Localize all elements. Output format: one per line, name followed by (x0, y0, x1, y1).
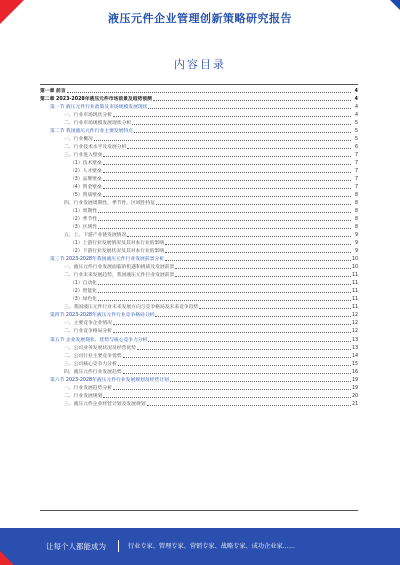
toc-entry-page: 19 (352, 377, 359, 383)
toc-leader-dots (165, 260, 351, 261)
toc-entry-label: 一、行业市场现状分析 (64, 113, 112, 119)
toc-top-rule (40, 84, 358, 85)
toc-entry-page: 9 (354, 241, 358, 247)
toc-entry-page: 7 (354, 161, 358, 167)
toc-leader-dots (148, 108, 351, 109)
toc-entry[interactable] (40, 103, 358, 111)
toc-entry[interactable] (40, 151, 358, 159)
toc-entry[interactable] (40, 207, 358, 215)
toc-leader-dots (103, 156, 351, 157)
toc-entry-label: （2）人才壁垒 (70, 169, 102, 175)
toc-entry-label: 第四节 2023-2028年液压元件行业竞争格局分析 (50, 313, 155, 319)
toc-entry[interactable] (40, 239, 358, 247)
blue-corner-decoration (390, 0, 400, 10)
toc-entry-page: 15 (352, 361, 359, 367)
toc-entry[interactable] (40, 223, 358, 231)
toc-entry-page: 12 (352, 313, 359, 319)
toc-leader-dots (98, 284, 351, 285)
toc-leader-dots (147, 405, 351, 406)
toc-leader-dots (103, 172, 351, 173)
toc-entry[interactable] (40, 247, 358, 255)
toc-entry-label: （2）下游行业发展状况及其对本行业的影响 (70, 249, 165, 255)
toc-entry[interactable] (40, 311, 358, 319)
toc-entry-page: 10 (352, 265, 359, 271)
toc-entry-label: 三、我国液压元件行业未来发展方向与竞争格局及未来竞争趋势 (64, 305, 199, 311)
toc-entry-page: 13 (352, 337, 359, 343)
toc-entry-page: 5 (354, 121, 358, 127)
toc-entry-page: 11 (352, 273, 359, 279)
toc-leader-dots (127, 148, 351, 149)
toc-leader-dots (132, 124, 351, 125)
toc-entry[interactable] (40, 119, 358, 127)
toc-entry[interactable] (40, 167, 358, 175)
toc-leader-dots (103, 188, 351, 189)
toc-entry-label: 第三节 2023-2028年我国液压元件行业发展前景分析 (50, 257, 165, 263)
toc-entry-label: 二、行业竞争格局分析 (64, 329, 112, 335)
toc-entry-page: 9 (354, 249, 358, 255)
toc-entry[interactable] (40, 295, 358, 303)
toc-entry-label: 第一节 液压元件行业政策及市场规模发展现状 (50, 105, 148, 111)
toc-entry-page: 7 (354, 153, 358, 159)
toc-entry-label: 第一章 前言 (40, 89, 66, 95)
toc-entry-label: （4）资金壁垒 (70, 185, 102, 191)
toc-leader-dots (127, 236, 351, 237)
toc-entry-label: 第六节 2023-2028年液压元件行业发展规划及经营计划 (50, 377, 169, 383)
toc-entry-label: （2）智能化 (70, 289, 98, 295)
table-of-contents (40, 87, 358, 408)
toc-entry-label: 二、公司行业主要竞争优势 (64, 353, 122, 359)
red-corner-decoration (0, 551, 14, 565)
toc-leader-dots (94, 140, 351, 141)
toc-entry-page: 8 (354, 193, 358, 199)
toc-entry-label: （1）上游行业发展情况及其对本行业的影响 (70, 241, 165, 247)
toc-leader-dots (155, 316, 351, 317)
toc-entry[interactable] (40, 303, 358, 311)
toc-entry-page: 10 (352, 257, 359, 263)
toc-entry[interactable] (40, 319, 358, 327)
toc-leader-dots (148, 341, 351, 342)
toc-entry-page: 7 (354, 177, 358, 183)
toc-entry-page: 4 (354, 113, 358, 119)
toc-bottom-rule (40, 510, 358, 511)
toc-entry[interactable] (40, 360, 358, 368)
toc-entry-page: 4 (354, 97, 358, 103)
toc-entry-label: 二、行业市场规模发展现状分析 (64, 121, 132, 127)
toc-entry-label: 第五节 企业发展现状、优势与核心竞争力分析 (50, 337, 148, 343)
toc-leader-dots (103, 397, 351, 398)
toc-entry-page: 5 (354, 129, 358, 135)
toc-leader-dots (113, 332, 351, 333)
toc-entry-label: 三、公司核心竞争力分析 (64, 361, 117, 367)
toc-entry-page: 21 (352, 401, 359, 407)
toc-leader-dots (98, 228, 351, 229)
toc-entry-page: 11 (352, 297, 359, 303)
toc-leader-dots (103, 180, 351, 181)
toc-entry-label: 三、液压元件企业经营计划及发展规划 (64, 401, 146, 407)
toc-entry[interactable] (40, 175, 358, 183)
report-title: 液压元件企业管理创新策略研究报告 (108, 12, 292, 25)
toc-entry-label: 一、主要竞争企业情况 (64, 321, 112, 327)
toc-leader-dots (123, 357, 351, 358)
toc-entry-label: 二、行业未来发展趋势，我国液压元件行业发展前景 (64, 273, 175, 279)
toc-entry[interactable] (40, 87, 358, 95)
toc-entry[interactable] (40, 159, 358, 167)
toc-entry-label: 二、行业技术水平及发展分析 (64, 145, 127, 151)
toc-entry-page: 8 (354, 209, 358, 215)
toc-entry-label: 一、液压元件行业发展面临的机遇和挑战及发展前景 (64, 265, 175, 271)
toc-entry[interactable] (40, 376, 358, 384)
toc-entry[interactable] (40, 255, 358, 263)
toc-entry-label: 一、公司业务发展状况及经营优势 (64, 345, 136, 351)
toc-leader-dots (98, 292, 351, 293)
toc-entry-label: （3）品牌壁垒 (70, 177, 102, 183)
toc-leader-dots (175, 276, 351, 277)
toc-entry-label: 五、上、下游产业链发展情况 (64, 233, 127, 239)
footer-divider (118, 540, 119, 552)
toc-entry-label: 一、行业概况 (64, 137, 93, 143)
toc-leader-dots (98, 212, 351, 213)
toc-leader-dots (165, 244, 351, 245)
toc-leader-dots (134, 132, 351, 133)
toc-entry-label: （5）资质壁垒 (70, 193, 102, 199)
toc-leader-dots (98, 300, 351, 301)
toc-entry-page: 11 (352, 281, 359, 287)
toc-entry[interactable] (40, 287, 358, 295)
toc-entry-page: 4 (354, 105, 358, 111)
toc-leader-dots (118, 365, 351, 366)
toc-leader-dots (103, 196, 351, 197)
toc-entry[interactable] (40, 352, 358, 360)
toc-leader-dots (98, 220, 351, 221)
toc-entry-page: 8 (354, 217, 358, 223)
toc-entry-label: 第二章 2023-2028年液压元件市场前景及趋势预测 (40, 97, 152, 103)
toc-entry-page: 11 (352, 289, 359, 295)
toc-entry-label: （1）技术壁垒 (70, 161, 102, 167)
toc-entry-page: 14 (352, 353, 359, 359)
toc-entry[interactable] (40, 111, 358, 119)
toc-entry[interactable] (40, 400, 358, 408)
toc-entry[interactable] (40, 384, 358, 392)
toc-entry[interactable] (40, 215, 358, 223)
toc-leader-dots (67, 92, 351, 93)
toc-leader-dots (103, 164, 351, 165)
toc-entry-page: 8 (354, 201, 358, 207)
toc-entry-label: 二、行业发展规划 (64, 393, 103, 399)
toc-entry-label: 四、液压元件行业发展趋势 (64, 369, 122, 375)
toc-heading: 内容目录 (174, 58, 226, 71)
toc-entry-page: 19 (352, 385, 359, 391)
toc-entry-page: 12 (352, 321, 359, 327)
toc-entry-page: 8 (354, 225, 358, 231)
toc-entry-page: 7 (354, 169, 358, 175)
toc-entry-label: 第二节 我国液压元件行业主要发展特点 (50, 129, 134, 135)
toc-entry-label: 一、行业发展趋势分析 (64, 385, 112, 391)
toc-entry-page: 4 (354, 89, 358, 95)
toc-entry-label: 四、行业发展周期性、季节性、区域性特征 (64, 201, 156, 207)
toc-leader-dots (170, 381, 351, 382)
toc-entry[interactable] (40, 327, 358, 335)
footer-slogan: 让每个人都能成为 (46, 542, 106, 551)
toc-entry-page: 7 (354, 185, 358, 191)
toc-entry-label: （1）自动化 (70, 281, 98, 287)
toc-entry-page: 5 (354, 137, 358, 143)
toc-entry-label: （3）区域性 (70, 225, 98, 231)
toc-entry-page: 13 (352, 345, 359, 351)
toc-leader-dots (137, 349, 351, 350)
toc-leader-dots (175, 268, 351, 269)
toc-entry-label: （1）周期性 (70, 209, 98, 215)
footer-tagline: 行业专家、管理专家、营销专家、战略专家、成功企业家…… (128, 543, 296, 550)
toc-leader-dots (113, 324, 351, 325)
toc-entry-page: 9 (354, 233, 358, 239)
toc-entry-page: 6 (354, 145, 358, 151)
toc-entry[interactable] (40, 368, 358, 376)
page-footer (0, 528, 400, 565)
toc-entry-label: 三、行业进入壁垒 (64, 153, 103, 159)
toc-entry[interactable] (40, 344, 358, 352)
toc-entry[interactable] (40, 95, 358, 103)
toc-entry[interactable] (40, 191, 358, 199)
toc-entry-page: 20 (352, 393, 359, 399)
page-header (0, 0, 400, 36)
toc-leader-dots (165, 252, 351, 253)
toc-entry[interactable] (40, 335, 358, 343)
toc-entry-page: 12 (352, 329, 359, 335)
toc-entry[interactable] (40, 279, 358, 287)
toc-entry[interactable] (40, 127, 358, 135)
toc-leader-dots (123, 373, 351, 374)
toc-entry[interactable] (40, 271, 358, 279)
toc-entry-label: （3）绿色化 (70, 297, 98, 303)
toc-leader-dots (156, 204, 351, 205)
toc-entry[interactable] (40, 143, 358, 151)
toc-leader-dots (153, 100, 351, 101)
toc-leader-dots (113, 116, 351, 117)
toc-entry-label: （2）季节性 (70, 217, 98, 223)
toc-entry[interactable] (40, 183, 358, 191)
toc-entry-page: 11 (352, 305, 359, 311)
toc-leader-dots (199, 308, 351, 309)
toc-entry[interactable] (40, 263, 358, 271)
toc-leader-dots (113, 389, 351, 390)
toc-entry-page: 16 (352, 369, 359, 375)
toc-entry[interactable] (40, 231, 358, 239)
toc-entry[interactable] (40, 135, 358, 143)
toc-entry[interactable] (40, 392, 358, 400)
toc-entry[interactable] (40, 199, 358, 207)
